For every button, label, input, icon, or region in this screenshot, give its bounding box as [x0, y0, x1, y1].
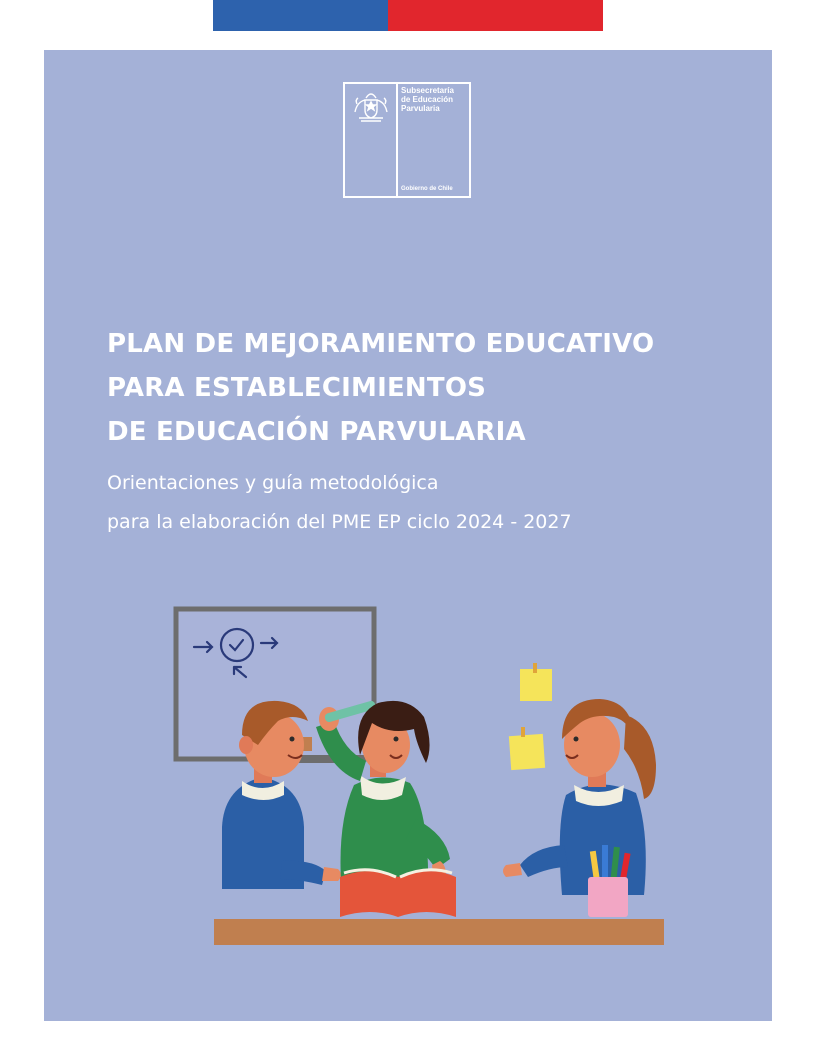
logo-line: de Educación: [401, 95, 454, 104]
subtitle-line: Orientaciones y guía metodológica: [107, 472, 439, 494]
logo-line: Parvularia: [401, 104, 440, 113]
chile-coat-of-arms-icon: [351, 90, 391, 124]
flag-red-stripe: [388, 0, 603, 31]
logo-divider: [396, 84, 398, 196]
flag-blue-stripe: [213, 0, 388, 31]
middle-teacher: [316, 700, 450, 895]
chile-flag-bar: [213, 0, 603, 31]
sticky-notes: [509, 663, 552, 770]
title-line: PARA ESTABLECIMIENTOS: [107, 373, 487, 403]
logo-institution-name: [401, 86, 454, 113]
document-title: [107, 322, 654, 454]
title-line: PLAN DE MEJORAMIENTO EDUCATIVO: [107, 329, 655, 359]
subtitle-line: para la elaboración del PME EP ciclo 2024 - 2027: [107, 511, 572, 533]
cover-panel: [44, 50, 772, 1021]
right-teacher: [503, 699, 656, 895]
subsecretaria-logo: [343, 82, 471, 198]
logo-line: Subsecretaría: [401, 86, 454, 95]
document-subtitle: [107, 464, 572, 542]
teachers-at-table-illustration: [164, 605, 664, 945]
table: [214, 919, 664, 945]
title-line: DE EDUCACIÓN PARVULARIA: [107, 417, 526, 447]
logo-government-label: Gobierno de Chile: [401, 186, 453, 192]
